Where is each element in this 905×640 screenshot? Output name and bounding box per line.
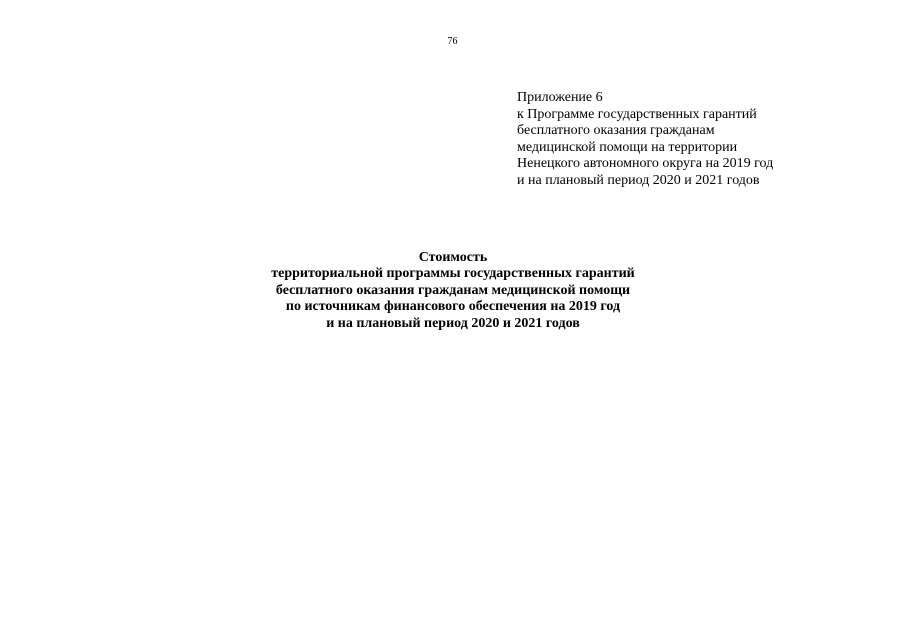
appendix-reference (517, 90, 897, 190)
title-line: Стоимость (418, 250, 488, 265)
appendix-line: Ненецкого автономного округа на 2019 год (517, 156, 774, 172)
appendix-line: к Программе государственных гарантий (517, 106, 757, 122)
appendix-line: медицинской помощи на территории (517, 139, 738, 155)
title-line: бесплатного оказания гражданам медицинской помощи (275, 282, 631, 298)
page-number: 76 (447, 36, 458, 47)
appendix-line: Приложение 6 (517, 90, 603, 105)
appendix-line: и на плановый период 2020 и 2021 годов (517, 172, 760, 188)
title-line: территориальной программы государственных гарантий (271, 266, 635, 282)
title-line: по источникам финансового обеспечения на 2019 год (285, 299, 621, 315)
title-line: и на плановый период 2020 и 2021 годов (326, 315, 580, 331)
appendix-line: бесплатного оказания гражданам (517, 123, 715, 139)
document-title (200, 250, 706, 332)
